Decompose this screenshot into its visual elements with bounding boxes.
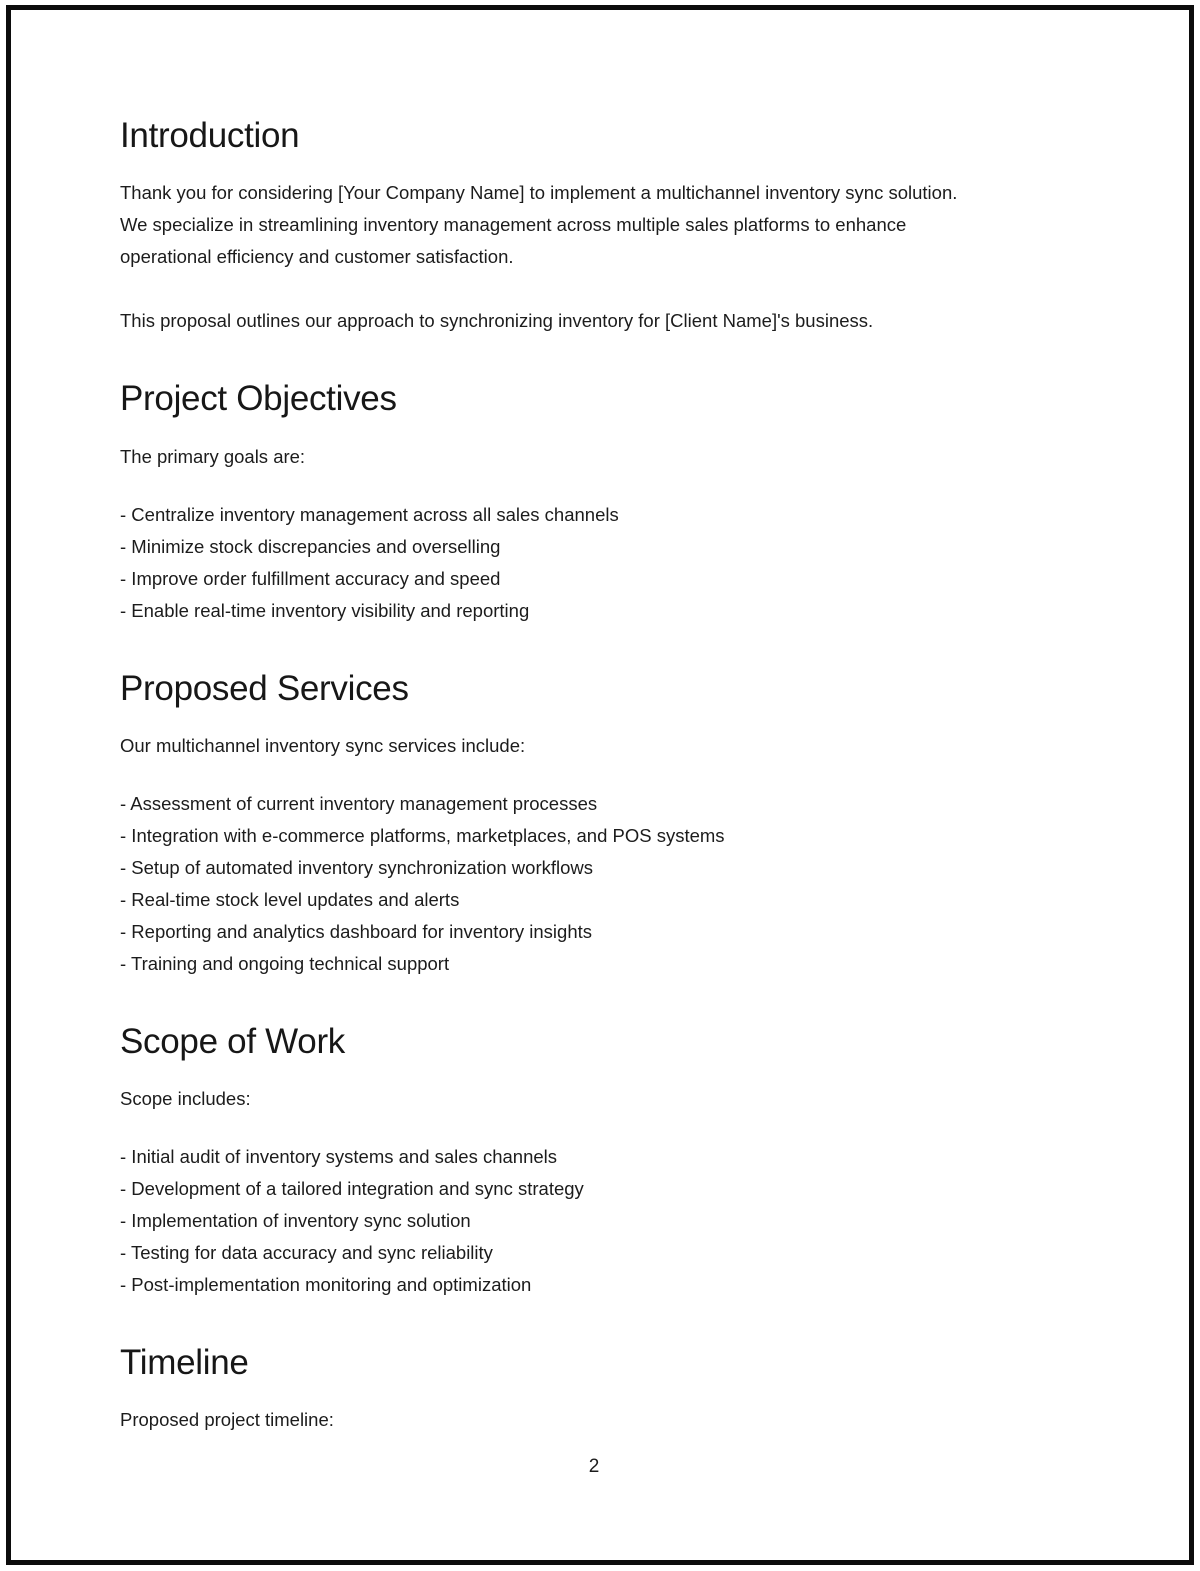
section-proposed-services	[120, 665, 1068, 980]
scope-list	[120, 1141, 1068, 1301]
list-item: - Centralize inventory management across all sales channels	[120, 503, 619, 525]
section-project-objectives	[120, 375, 1068, 626]
list-item: - Initial audit of inventory systems and sales channels	[120, 1146, 558, 1167]
section-title: Timeline	[120, 1343, 249, 1382]
section-timeline	[120, 1339, 1068, 1436]
paragraph-line: operational efficiency and customer satisfaction.	[120, 246, 514, 268]
list-item: - Enable real-time inventory visibility and reporting	[120, 599, 530, 621]
section-intro: The primary goals are:	[120, 445, 306, 467]
paragraph-line: This proposal outlines our approach to synchronizing inventory for [Client Name]'s business.	[120, 310, 874, 332]
section-intro: Proposed project timeline:	[120, 1409, 334, 1431]
section-intro: Scope includes:	[120, 1088, 251, 1109]
list-item: - Post-implementation monitoring and optimization	[120, 1274, 532, 1295]
section-title: Proposed Services	[120, 668, 409, 708]
list-item: - Integration with e-commerce platforms, marketplaces, and POS systems	[120, 824, 725, 846]
list-item: - Implementation of inventory sync solution	[120, 1210, 471, 1231]
list-item: - Improve order fulfillment accuracy and speed	[120, 567, 501, 589]
paragraph	[120, 177, 1068, 273]
list-item: - Setup of automated inventory synchronization workflows	[120, 856, 594, 878]
list-item: - Testing for data accuracy and sync reliability	[120, 1242, 493, 1263]
list-item: - Development of a tailored integration and sync strategy	[120, 1178, 584, 1199]
paragraph-line: Thank you for considering [Your Company Name] to implement a multichannel inventory sync solution.	[120, 182, 958, 204]
paragraph-line: We specialize in streamlining inventory management across multiple sales platforms to enhance	[120, 214, 907, 236]
list-item: - Minimize stock discrepancies and overselling	[120, 535, 501, 557]
paragraph	[120, 305, 1068, 337]
section-title: Introduction	[120, 116, 300, 155]
document-content	[120, 112, 1068, 1480]
list-item: - Assessment of current inventory management processes	[120, 792, 598, 814]
section-title: Scope of Work	[120, 1021, 346, 1061]
services-list	[120, 788, 1068, 980]
section-title: Project Objectives	[120, 379, 397, 419]
list-item: - Training and ongoing technical support	[120, 952, 450, 974]
section-scope-of-work	[120, 1018, 1068, 1301]
section-introduction	[120, 112, 1068, 337]
list-item: - Reporting and analytics dashboard for inventory insights	[120, 920, 593, 942]
page-number: 2	[588, 1456, 600, 1478]
section-intro: Our multichannel inventory sync services include:	[120, 734, 526, 756]
objectives-list	[120, 499, 1068, 627]
list-item: - Real-time stock level updates and alerts	[120, 888, 460, 910]
